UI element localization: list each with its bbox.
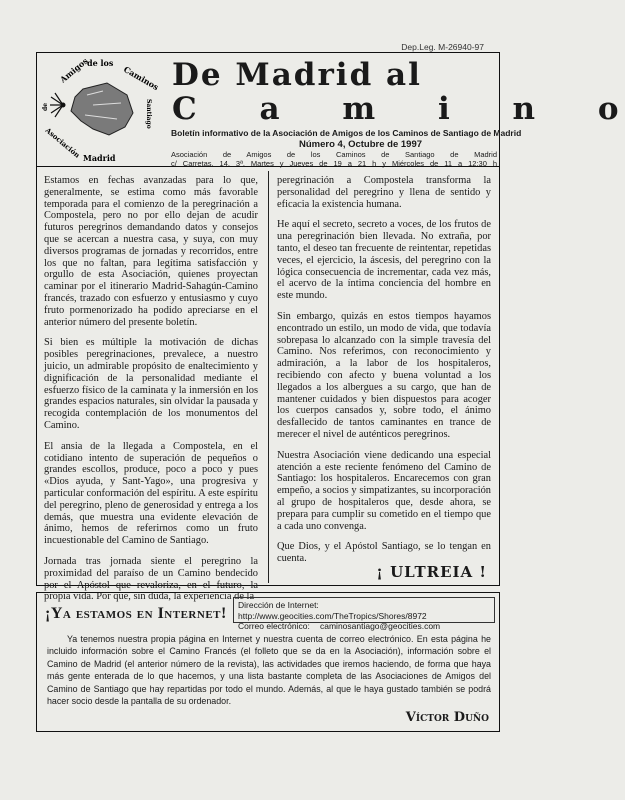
article-paragraph: He aquí el secreto, secreto a voces, de los frutos de una peregrinación bien llevada. No extraña, por tanto, el deseo tan frecuente de reintentar, repetidas veces, el ejercicio, la áscesis, del peregrino con la lógica consecuencia de incrementar, cada vez más, el acervo de la íntima conciencia del hombre en este mundo. xyxy=(277,219,491,302)
logo-ring-top: de los xyxy=(87,58,114,68)
author-signature: Víctor Duño xyxy=(405,710,489,725)
article-paragraph: peregrinación a Compostela transforma la personalidad del peregrino y llena de sentido y eficacia la existencia humana. xyxy=(277,175,491,210)
association-logo xyxy=(41,55,159,165)
logo-ring-right: Caminos xyxy=(122,64,161,93)
legal-deposit: Dep.Leg. M-26940-97 xyxy=(401,42,484,52)
logo-side-right: Santiago xyxy=(145,99,152,129)
newsletter-subtitle: Boletín informativo de la Asociación de Amigos de los Caminos de Santiago de Madrid xyxy=(171,128,522,138)
logo-ring-left: Amigos xyxy=(57,55,90,85)
article-paragraph: El ansia de la llegada a Compostela, en el cotidiano intento de superación de pequeños o grandes escollos, produce, poco a poco y pues «Dios ayuda, y Sant-Yago», una progresiva y particular conformación del espíritu. A este espíritu del peregrino, pleno de generosidad y entrega a los demás, que muestra una evidente elevación de ánimo, hemos de referirnos como un fruto incuestionable del Camino de Santiago. xyxy=(44,440,258,547)
article-paragraph: Nuestra Asociación viene dedicando una especial atención a este reciente fenómeno del Camino de Santiago: los hospitaleros. Encarecemos con gran empeño, a socios y simpatizantes, su incorporación al grupo de hospitaleros que, desde ahora, se prepara para cumplir su cometido en el tiempo que a cada uno convenga. xyxy=(277,449,491,532)
article-column-left xyxy=(44,175,258,612)
closing-exclamation: ¡ ULTREIA ! xyxy=(376,563,487,581)
article-paragraph: Sin embargo, quizás en estos tiempos hayamos encontrado un estilo, un modo de vida, que todavía sobrepasa lo alcanzado con la simple travesía del Camino. Nos referimos, con reconocimiento y admiración, a la labor de los hospitaleros, recibiendo con afecto y buena voluntad a los llegados a los albergues a su cargo, que han de mantener cuidados y bien dispuestos para acoger los cuerpos cansados y, sobre todo, el ánimo desfallecido de tantos caminantes en trance de merecer el nivel de auténticos peregrinos. xyxy=(277,310,491,440)
article-paragraph: Que Dios, y el Apóstol Santiago, se lo tengan en cuenta. xyxy=(277,541,491,565)
column-divider xyxy=(268,171,269,583)
article-paragraph: Estamos en fechas avanzadas para lo que, generalmente, se estima como más favorable temporada para el comienzo de la peregrinación a Compostela, pero no por ello dejan de acudir futuros peregrinos demandando datos y consejos que se acercan a nuestra casa, y suya, con muy diversos programas de jornadas y recorridos, entre los que no faltan, para legítima satisfacción y orgullo de esta Asociación, quienes proyectan caminar por el itinerario Madrid-Sahagún-Camino francés, trazado con esfuerzo y entusiasmo y cuyo fruto pormenorizado ha podido apreciarse en el anterior número del presente boletín. xyxy=(44,175,258,328)
article-paragraph: Jornada tras jornada siente el peregrino la proximidad del paraíso de un Camino bendecido por el Apóstol que revaloriza, en el futuro, la propia vida. Por que, sin duda, la experiencia de la xyxy=(44,555,258,603)
article-paragraph: Si bien es múltiple la motivación de dichas posibles peregrinaciones, prevalece, a nuestro juicio, un admirable propósito de enaltecimiento y dignificación de la personalidad mediante el esfuerzo físico de la caminata y la inmersión en los grandes espacios naturales, sin olvidar la pausada y recogida contemplación de los monumentos del Camino. xyxy=(44,337,258,431)
contact-box xyxy=(233,597,495,631)
issue-number: Número 4, Octubre de 1997 xyxy=(299,139,423,150)
internet-heading: ¡Ya estamos en Internet! xyxy=(45,605,227,622)
address-line1: Asociación de Amigos de los Caminos de Santiago de Madrid xyxy=(171,150,497,159)
article-column-right xyxy=(277,175,491,574)
logo-ring-bottom: Madrid xyxy=(83,153,116,163)
email-label: Correo electrónico: xyxy=(238,621,310,631)
web-label: Dirección de Internet: xyxy=(238,600,319,610)
internet-announcement xyxy=(36,592,500,732)
email-address[interactable]: caminosantiago@geocities.com xyxy=(320,621,441,631)
logo-ring-lower-left: Asociación xyxy=(43,125,82,160)
logo-side-left: de xyxy=(42,102,49,111)
newsletter-title-line2: C a m i n o xyxy=(172,91,625,127)
internet-body-text: Ya tenemos nuestra propia página en Internet y nuestra cuenta de correo electrónico. En esta página he incluido información sobre el Camino Francés (el folleto que se da en la Asociación), información sobre el Camino de Madrid (el anterior número de la revista), las actividades que iremos haciendo, de forma que haya más gente enterada de lo que hacemos, y una lista bastante completa de las Asociaciones de Amigos del Camino de Santiago que hay repartidas por todo el mundo. Además, al que le haya gustado también se podrá hacer socio desde la pantalla de su ordenador. xyxy=(47,634,491,707)
article-box xyxy=(36,166,500,603)
address-line2: c/ Carretas, 14, 3ª. Martes y Jueves de 19 a 21 h y Miércoles de 11 a 12:30 h xyxy=(171,159,497,168)
masthead xyxy=(36,52,625,168)
scallop-shell-icon xyxy=(50,93,66,117)
web-address[interactable]: http://www.geocities.com/TheTropics/Shores/8972 xyxy=(238,610,427,621)
newsletter-title-line1: De Madrid al xyxy=(172,57,422,93)
